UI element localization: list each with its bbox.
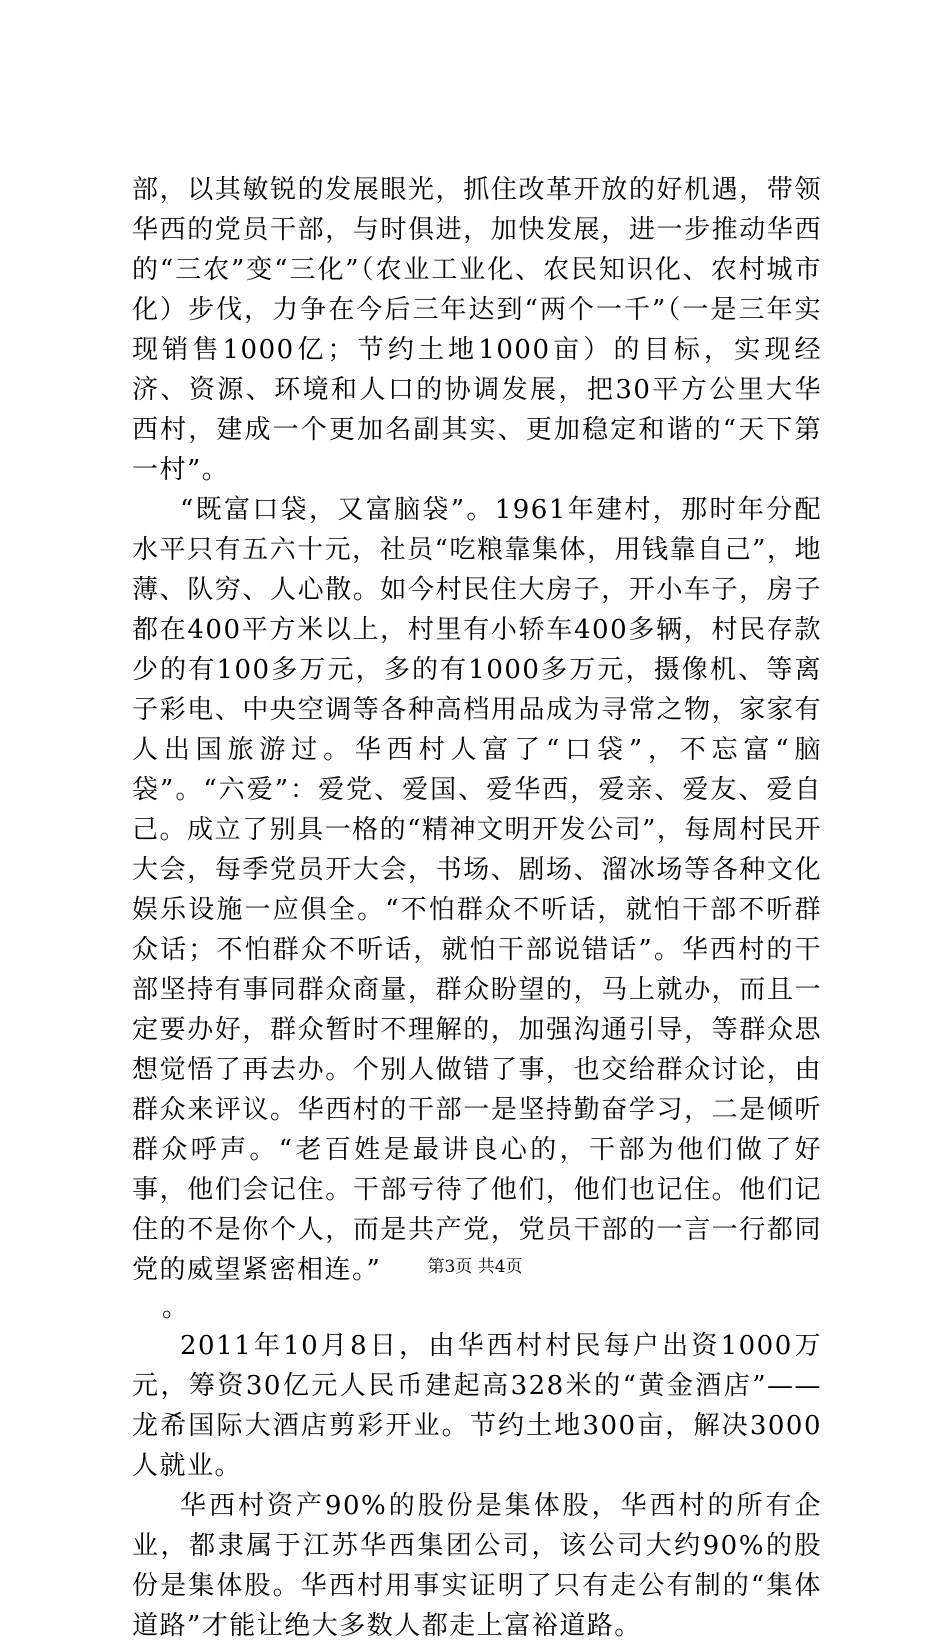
paragraph-rich-pockets: “既富口袋，又富脑袋”。1961年建村，那时年分配水平只有五六十元，社员“吃粮靠集体，用钱靠自己”，地薄、队穷、人心散。如今村民住大房子，开小车子，房子都在400平方米以上，村里有小轿车400多辆，村民存款少的有100多万元，多的有1000多万元，摄像机、等离子彩电、中央空调等各种高档用品成为寻常之物，家家有人出国旅游过。华西村人富了“口袋”，不忘富“脑袋”。“六爱”：爱党、爱国、爱华西，爱亲、爱友、爱自己。成立了别具一格的“精神文明开发公司”，每周村民开大会，每季党员开大会，书场、剧场、溜冰场等各种文化娱乐设施一应俱全。“不怕群众不听话，就怕干部不听群众话；不怕群众不听话，就怕干部说错话”。华西村的干部坚持有事同群众商量，群众盼望的，马上就办，而且一定要办好，群众暂时不理解的，加强沟通引导，等群众思想觉悟了再去办。个别人做错了事，也交给群众讨论，由群众来评议。华西村的干部一是坚持勤奋学习，二是倾听群众呼声。“老百姓是最讲良心的，干部为他们做了好事，他们会记住。干部亏待了他们，他们也记住。他们记住的不是你个人，而是共产党，党员干部的一言一行都同党的威望紧密相连。”	[132, 495, 822, 1285]
paragraph-continuation: 部，以其敏锐的发展眼光，抓住改革开放的好机遇，带领华西的党员干部，与时俱进，加快发展，进一步推动华西的“三农”变“三化”（农业工业化、农民知识化、农村城市化）步伐，力争在今后三年达到“两个一千”（一是三年实现销售1000亿；节约土地1000亩）的目标，实现经济、资源、环境和人口的协调发展，把30平方公里大华西村，建成一个更加名副其实、更加稳定和谐的“天下第一村”。	[132, 175, 822, 485]
paragraph-collective-shares: 华西村资产90%的股份是集体股，华西村的所有企业，都隶属于江苏华西集团公司，该公司大约90%的股份是集体股。华西村用事实证明了只有走公有制的“集体道路”才能让绝大多数人都走上富裕道路。	[132, 1491, 822, 1641]
paragraph-hotel-opening: 2011年10月8日，由华西村村民每户出资1000万元，筹资30亿元人民币建起高328米的“黄金酒店”——龙希国际大酒店剪彩开业。节约土地300亩，解决3000人就业。	[132, 1331, 822, 1481]
document-body	[132, 170, 822, 1646]
page-number: 第3页 共4页	[427, 1257, 523, 1277]
paragraph-stray-mark: 。	[162, 1293, 190, 1323]
